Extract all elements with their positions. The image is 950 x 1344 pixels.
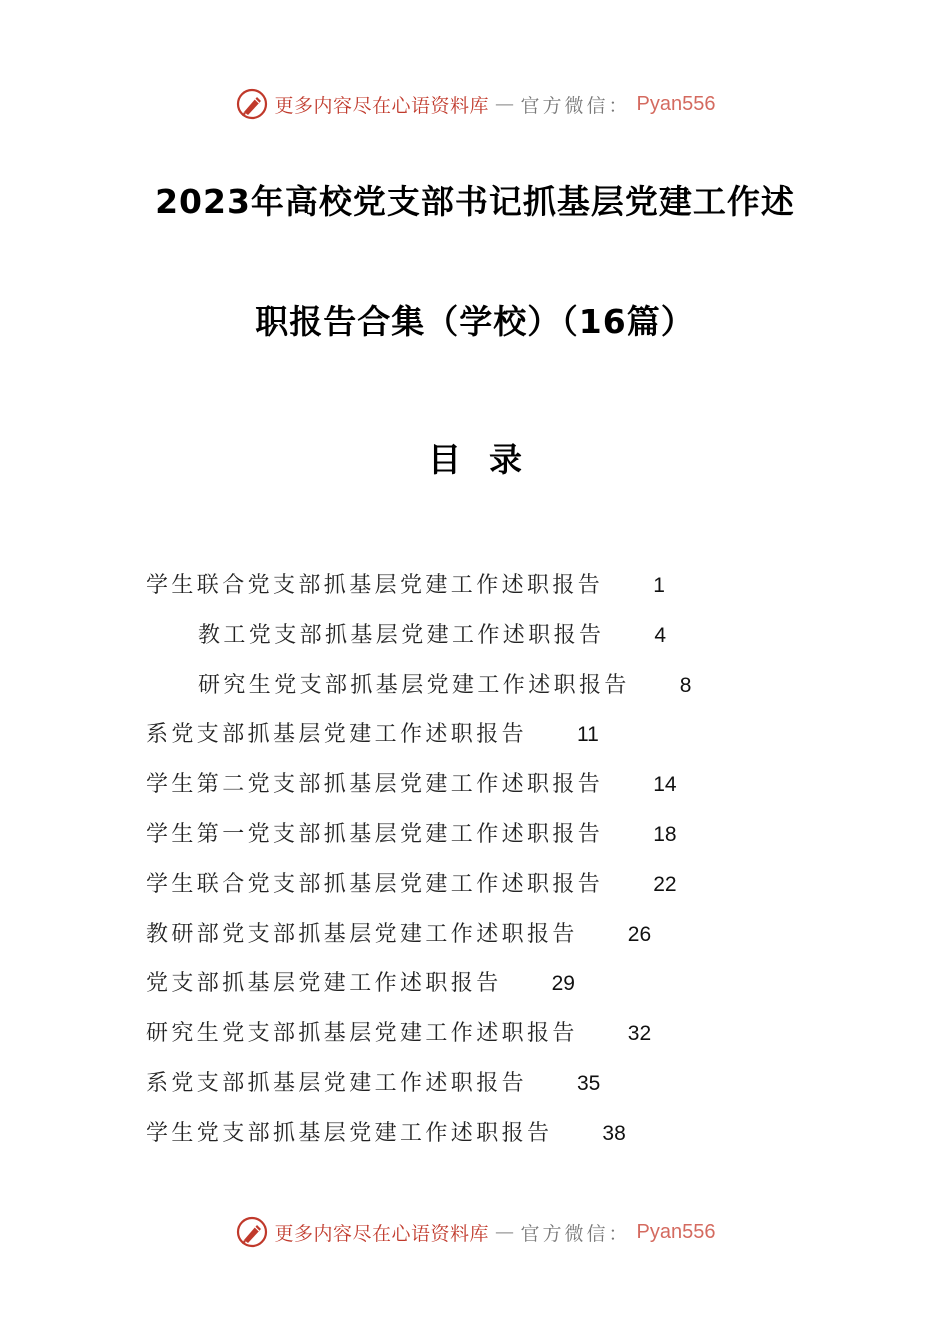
toc-heading: 目录: [428, 440, 550, 479]
document-title-line-2: 职报告合集（学校）（16篇）: [255, 302, 695, 341]
toc-entry[interactable]: [0, 616, 950, 666]
toc-entry[interactable]: [0, 1014, 950, 1064]
toc-entry-title: 教研部党支部抓基层党建工作述职报告: [146, 921, 578, 947]
toc-entry-page-number: 14: [653, 773, 677, 797]
banner-wechat-id: Pyan556: [636, 1220, 716, 1243]
toc-entry-title: 学生第二党支部抓基层党建工作述职报告: [146, 772, 604, 798]
toc-entry-page-number: 4: [654, 623, 667, 647]
footer-watermark-banner: [0, 1212, 950, 1252]
toc-entry[interactable]: [0, 765, 950, 815]
toc-entry[interactable]: [0, 865, 950, 915]
toc-entry-title: 系党支部抓基层党建工作述职报告: [146, 722, 528, 748]
toc-entry-page-number: 32: [627, 1022, 652, 1046]
banner-official-label: 官方微信：: [520, 94, 631, 117]
banner-dash: —: [495, 1221, 515, 1243]
toc-entry[interactable]: [0, 1064, 950, 1114]
toc-entry-page-number: 1: [653, 574, 665, 597]
pen-nib-logo-icon: [235, 1215, 269, 1249]
toc-entry-page-number: 29: [551, 972, 575, 996]
toc-entry[interactable]: [0, 566, 950, 616]
toc-entry-page-number: 8: [679, 673, 692, 697]
toc-entry-page-number: 22: [653, 872, 677, 896]
table-of-contents: [0, 566, 950, 1164]
toc-entry-page-number: 18: [653, 822, 677, 846]
banner-wechat-id: Pyan556: [636, 92, 716, 115]
toc-entry-title: 学生联合党支部抓基层党建工作述职报告: [146, 573, 604, 598]
banner-main-text: 更多内容尽在心语资料库: [274, 94, 490, 117]
toc-entry-title: 研究生党支部抓基层党建工作述职报告: [198, 672, 630, 698]
banner-dash: —: [495, 93, 515, 115]
header-watermark-banner: [0, 84, 950, 124]
toc-entry-page-number: 38: [602, 1121, 626, 1145]
toc-entry[interactable]: [0, 715, 950, 765]
toc-entry-page-number: 35: [577, 1071, 601, 1095]
toc-entry-title: 学生联合党支部抓基层党建工作述职报告: [146, 871, 604, 897]
document-title-line-1: 2023年高校党支部书记抓基层党建工作述: [155, 182, 795, 221]
toc-entry-title: 系党支部抓基层党建工作述职报告: [146, 1070, 528, 1096]
toc-entry[interactable]: [0, 666, 950, 716]
toc-entry[interactable]: [0, 915, 950, 965]
pen-nib-logo-icon: [235, 87, 269, 121]
toc-entry[interactable]: [0, 1114, 950, 1164]
banner-main-text: 更多内容尽在心语资料库: [274, 1222, 490, 1245]
toc-entry-title: 党支部抓基层党建工作述职报告: [146, 971, 502, 997]
toc-entry-page-number: 11: [577, 723, 599, 747]
toc-entry-page-number: 26: [627, 922, 652, 946]
toc-entry-title: 研究生党支部抓基层党建工作述职报告: [146, 1021, 578, 1047]
toc-entry[interactable]: [0, 964, 950, 1014]
banner-official-label: 官方微信：: [520, 1222, 631, 1245]
toc-entry[interactable]: [0, 815, 950, 865]
toc-entry-title: 教工党支部抓基层党建工作述职报告: [198, 622, 605, 648]
toc-entry-title: 学生党支部抓基层党建工作述职报告: [146, 1120, 553, 1146]
toc-entry-title: 学生第一党支部抓基层党建工作述职报告: [146, 821, 604, 847]
